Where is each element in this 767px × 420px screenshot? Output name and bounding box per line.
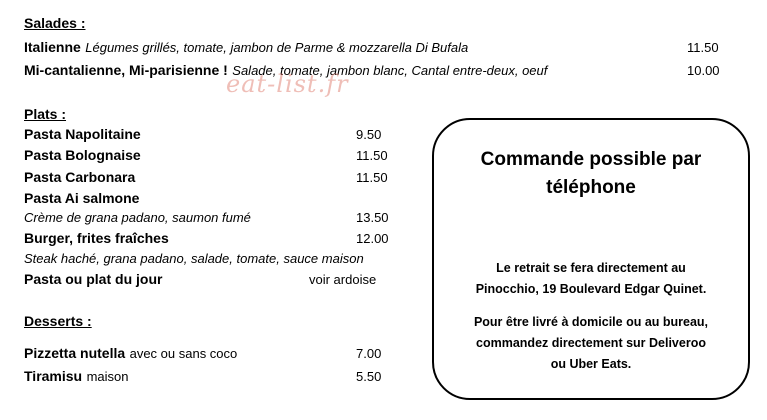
plat-name: Burger, frites fraîches	[24, 230, 169, 246]
plat-name: Pasta ou plat du jour	[24, 271, 163, 287]
plats-heading: Plats :	[24, 106, 67, 122]
plat-description: Steak haché, grana padano, salade, tomate, sauce maison	[24, 251, 364, 266]
watermark: eat-list.fr	[226, 70, 349, 98]
delivery-info	[450, 312, 732, 375]
item-price: 11.50	[687, 40, 719, 55]
item-name: Mi-cantalienne, Mi-parisienne !	[24, 62, 228, 78]
item-note: avec ou sans coco	[129, 346, 238, 361]
item-name: Pizzetta nutella	[24, 345, 126, 361]
item-price: 10.00	[687, 63, 720, 78]
order-info-box	[432, 118, 750, 400]
plat-price: 11.50	[356, 170, 388, 185]
item-description: Légumes grillés, tomate, jambon de Parme & mozzarella Di Bufala	[85, 40, 469, 55]
dessert-item	[24, 345, 237, 363]
plat-price: 9.50	[356, 127, 382, 142]
plat-price: 11.50	[356, 148, 388, 163]
plat-price: voir ardoise	[309, 272, 377, 287]
title-line: Commande possible par	[480, 149, 702, 170]
plat-name: Pasta Bolognaise	[24, 147, 141, 163]
salades-heading: Salades :	[24, 15, 86, 31]
item-note: maison	[86, 369, 129, 384]
plat-price: 13.50	[356, 210, 389, 225]
item-name: Tiramisu	[24, 368, 83, 384]
salade-item-italienne	[24, 39, 468, 57]
item-name: Italienne	[24, 39, 81, 55]
pickup-line: Le retrait se fera directement au	[496, 261, 686, 275]
item-price: 7.00	[356, 346, 382, 361]
desserts-heading: Desserts :	[24, 313, 92, 329]
delivery-line: Pour être livré à domicile ou au bureau,	[473, 315, 709, 329]
plat-description: Crème de grana padano, saumon fumé	[24, 210, 251, 225]
order-info-title	[434, 146, 748, 202]
plat-price: 12.00	[356, 231, 389, 246]
item-description: Salade, tomate, jambon blanc, Cantal entre-deux, oeuf	[232, 63, 548, 78]
item-price: 5.50	[356, 369, 382, 384]
delivery-line: commandez directement sur Deliveroo	[476, 336, 706, 350]
plat-name: Pasta Napolitaine	[24, 126, 141, 142]
dessert-item	[24, 368, 128, 386]
plat-name: Pasta Carbonara	[24, 169, 136, 185]
pickup-info	[450, 258, 732, 300]
plat-name: Pasta Ai salmone	[24, 190, 140, 206]
title-line: téléphone	[546, 177, 636, 198]
pickup-line: Pinocchio, 19 Boulevard Edgar Quinet.	[475, 282, 707, 296]
delivery-line: ou Uber Eats.	[550, 357, 632, 371]
